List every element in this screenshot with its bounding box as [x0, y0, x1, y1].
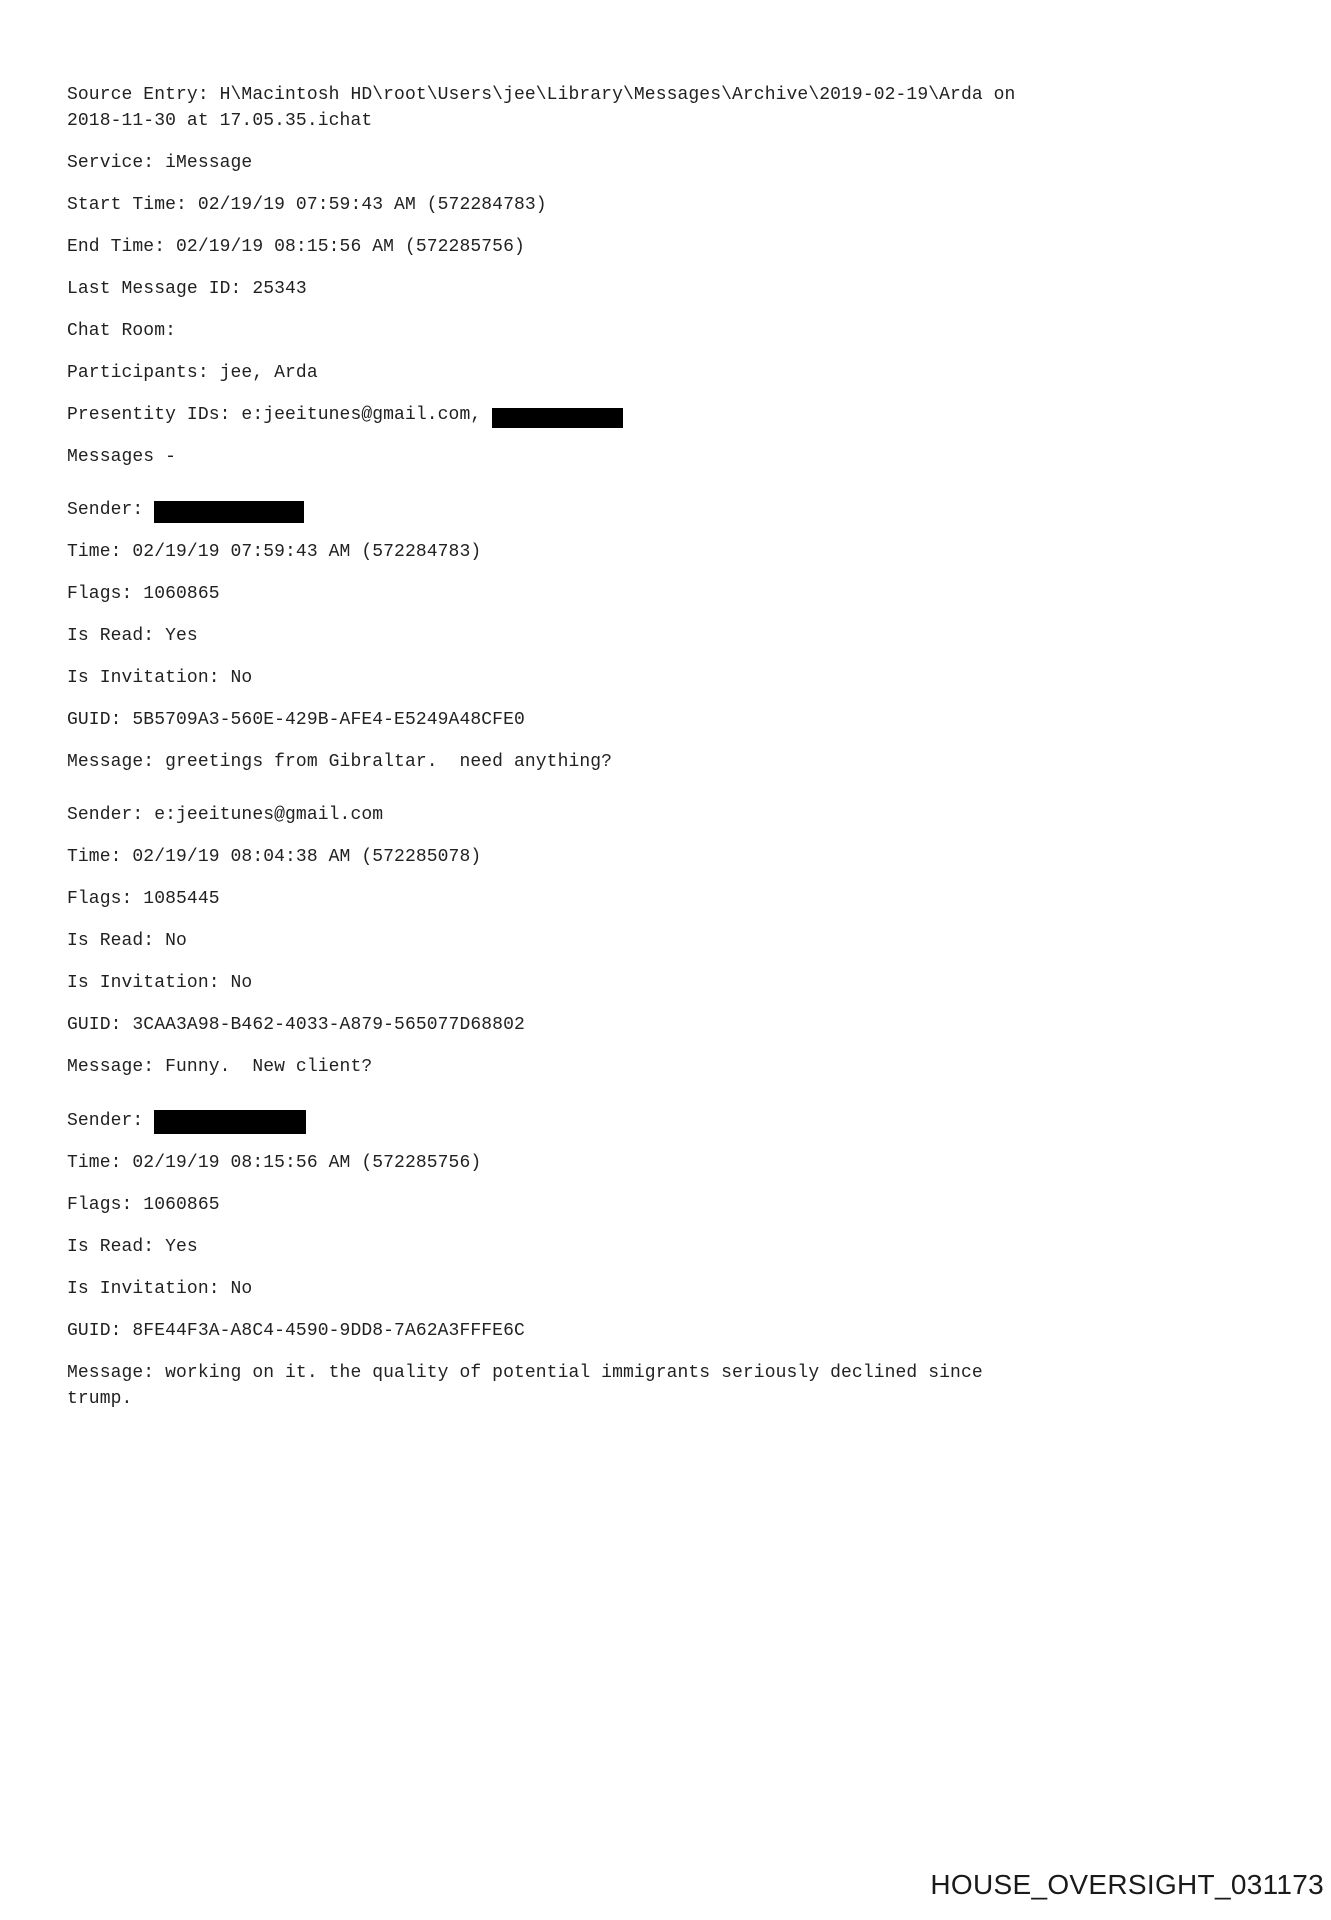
end-time-line	[67, 234, 1301, 260]
message3-text-line	[67, 1360, 1301, 1386]
message1-time-line	[67, 539, 1301, 565]
message3-time	[67, 1150, 1301, 1176]
message2-flags	[67, 886, 1301, 912]
message1-is-read	[67, 623, 1301, 649]
text-segment: Sender:	[67, 500, 155, 520]
message3-is-invitation-line	[67, 1276, 1301, 1302]
text-segment: Sender:	[67, 1111, 155, 1131]
message3-is-read	[67, 1234, 1301, 1260]
start-time	[67, 192, 1301, 218]
messages-header	[67, 444, 1301, 470]
last-message-id-line	[67, 276, 1301, 302]
start-time-line	[67, 192, 1301, 218]
message3-is-invitation	[67, 1276, 1301, 1302]
text-segment: Message: greetings from Gibraltar. need anything?	[67, 752, 613, 772]
message2-guid-line	[67, 1012, 1301, 1038]
text-segment: Flags: 1085445	[67, 889, 220, 909]
chat-room-line	[67, 318, 1301, 344]
message2-text-line	[67, 1054, 1301, 1080]
redaction-bar	[154, 1110, 306, 1134]
text-segment: Is Invitation: No	[67, 1279, 253, 1299]
message1-text	[67, 749, 1301, 775]
text-segment: GUID: 8FE44F3A-A8C4-4590-9DD8-7A62A3FFFE6C	[67, 1321, 525, 1341]
message1-sender	[67, 497, 1301, 523]
message3-is-read-line	[67, 1234, 1301, 1260]
text-segment: Time: 02/19/19 07:59:43 AM (572284783)	[67, 542, 482, 562]
text-segment: Time: 02/19/19 08:04:38 AM (572285078)	[67, 847, 482, 867]
redaction-bar	[154, 501, 304, 523]
redaction-bar	[492, 408, 623, 428]
message1-guid-line	[67, 707, 1301, 733]
message3-guid-line	[67, 1318, 1301, 1344]
bates-number: HOUSE_OVERSIGHT_031173	[930, 1869, 1324, 1900]
participants-line	[67, 360, 1301, 386]
source-entry	[67, 82, 1301, 134]
text-segment: Is Read: No	[67, 931, 187, 951]
message2-text	[67, 1054, 1301, 1080]
message2-sender-line	[67, 802, 1301, 828]
message1-flags	[67, 581, 1301, 607]
message1-flags-line	[67, 581, 1301, 607]
presentity-ids-line	[67, 402, 1301, 428]
text-segment: Flags: 1060865	[67, 1195, 220, 1215]
message1-text-line	[67, 749, 1301, 775]
message2-is-read	[67, 928, 1301, 954]
last-message-id	[67, 276, 1301, 302]
messages-header-line	[67, 444, 1301, 470]
text-segment: Chat Room:	[67, 321, 177, 341]
service-line	[67, 150, 1301, 176]
text-segment: Messages -	[67, 447, 177, 467]
service	[67, 150, 1301, 176]
participants	[67, 360, 1301, 386]
end-time	[67, 234, 1301, 260]
document-body	[67, 82, 1301, 1428]
message1-is-read-line	[67, 623, 1301, 649]
message1-time	[67, 539, 1301, 565]
message2-sender	[67, 802, 1301, 828]
message1-is-invitation	[67, 665, 1301, 691]
message1-guid	[67, 707, 1301, 733]
text-segment: Is Read: Yes	[67, 1237, 198, 1257]
text-segment: Is Invitation: No	[67, 668, 253, 688]
text-segment: Presentity IDs: e:jeeitunes@gmail.com,	[67, 405, 493, 425]
text-segment: trump.	[67, 1389, 133, 1409]
text-segment: GUID: 3CAA3A98-B462-4033-A879-565077D68802	[67, 1015, 525, 1035]
text-segment: Last Message ID: 25343	[67, 279, 307, 299]
text-segment: Is Invitation: No	[67, 973, 253, 993]
message2-is-invitation	[67, 970, 1301, 996]
message3-text	[67, 1360, 1301, 1412]
message1-is-invitation-line	[67, 665, 1301, 691]
text-segment: Flags: 1060865	[67, 584, 220, 604]
message1-sender-line	[67, 497, 1301, 523]
message2-guid	[67, 1012, 1301, 1038]
text-segment: Service: iMessage	[67, 153, 253, 173]
text-segment: 2018-11-30 at 17.05.35.ichat	[67, 111, 373, 131]
presentity-ids	[67, 402, 1301, 428]
message2-time	[67, 844, 1301, 870]
text-segment: Sender: e:jeeitunes@gmail.com	[67, 805, 384, 825]
message3-flags-line	[67, 1192, 1301, 1218]
text-segment: Is Read: Yes	[67, 626, 198, 646]
text-segment: GUID: 5B5709A3-560E-429B-AFE4-E5249A48CFE0	[67, 710, 525, 730]
text-segment: Time: 02/19/19 08:15:56 AM (572285756)	[67, 1153, 482, 1173]
message3-text-line	[67, 1386, 1301, 1412]
message2-is-invitation-line	[67, 970, 1301, 996]
text-segment: End Time: 02/19/19 08:15:56 AM (572285756)	[67, 237, 525, 257]
text-segment: Participants: jee, Arda	[67, 363, 318, 383]
text-segment: Message: working on it. the quality of potential immigrants seriously declined since	[67, 1363, 983, 1383]
message3-flags	[67, 1192, 1301, 1218]
text-segment: Source Entry: H\Macintosh HD\root\Users\jee\Library\Messages\Archive\2019-02-19\Arda on	[67, 85, 1016, 105]
message2-is-read-line	[67, 928, 1301, 954]
source-entry-line	[67, 108, 1301, 134]
text-segment: Start Time: 02/19/19 07:59:43 AM (572284783)	[67, 195, 547, 215]
text-segment: Message: Funny. New client?	[67, 1057, 373, 1077]
message2-flags-line	[67, 886, 1301, 912]
source-entry-line	[67, 82, 1301, 108]
message3-guid	[67, 1318, 1301, 1344]
message3-time-line	[67, 1150, 1301, 1176]
chat-room	[67, 318, 1301, 344]
message3-sender	[67, 1107, 1301, 1134]
message3-sender-line	[67, 1107, 1301, 1134]
message2-time-line	[67, 844, 1301, 870]
